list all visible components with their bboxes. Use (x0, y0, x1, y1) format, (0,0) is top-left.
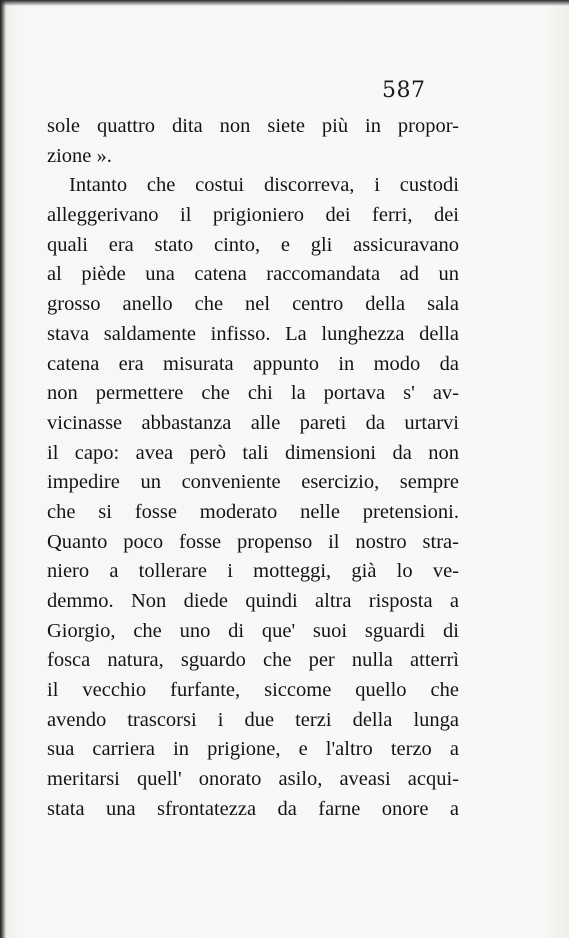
text-line: al piède una catena raccomandata ad un (47, 263, 459, 286)
text-line: il vecchio furfante, siccome quello che (47, 679, 459, 702)
text-line: quali era stato cinto, e gli assicuravano (47, 233, 459, 256)
text-line: meritarsi quell' onorato asilo, aveasi acqui- (47, 768, 459, 791)
text-line: fosca natura, sguardo che per nulla atterrì (47, 649, 459, 672)
text-line: alleggerivano il prigioniero dei ferri, dei (47, 204, 459, 227)
text-line: demmo. Non diede quindi altra risposta a (47, 590, 459, 612)
text-line: catena era misurata appunto in modo da (47, 352, 459, 375)
body-text (47, 112, 459, 825)
text-line: Intanto che costui discorreva, i custodi (69, 174, 459, 197)
text-line: sua carriera in prigione, e l'altro terzo a (47, 738, 459, 761)
page-binding-shadow (0, 0, 6, 938)
text-line: stava saldamente infisso. La lunghezza della (47, 322, 459, 345)
text-line: grosso anello che nel centro della sala (47, 293, 459, 316)
text-line: il capo: avea però tali dimensioni da non (47, 441, 459, 464)
text-line: che si fosse moderato nelle pretensioni. (47, 500, 459, 523)
text-line: zione ». (47, 144, 112, 167)
text-line: Giorgio, che uno di que' suoi sguardi di (47, 619, 459, 642)
text-line: Quanto poco fosse propenso il nostro stra- (47, 530, 459, 553)
text-line: avendo trascorsi i due terzi della lunga (47, 708, 459, 731)
text-line: stata una sfrontatezza da farne onore a (47, 797, 459, 820)
text-line: vicinasse abbastanza alle pareti da urtarvi (47, 411, 459, 434)
text-line: sole quattro dita non siete più in propor- (47, 115, 459, 137)
text-line: impedire un conveniente esercizio, sempre (47, 471, 459, 494)
page-number: 587 (382, 78, 426, 103)
text-line: niero a tollerare i motteggi, già lo ve- (47, 560, 459, 583)
text-line: non permettere che chi la portava s' av- (47, 382, 459, 405)
page-top-shadow (0, 0, 569, 6)
